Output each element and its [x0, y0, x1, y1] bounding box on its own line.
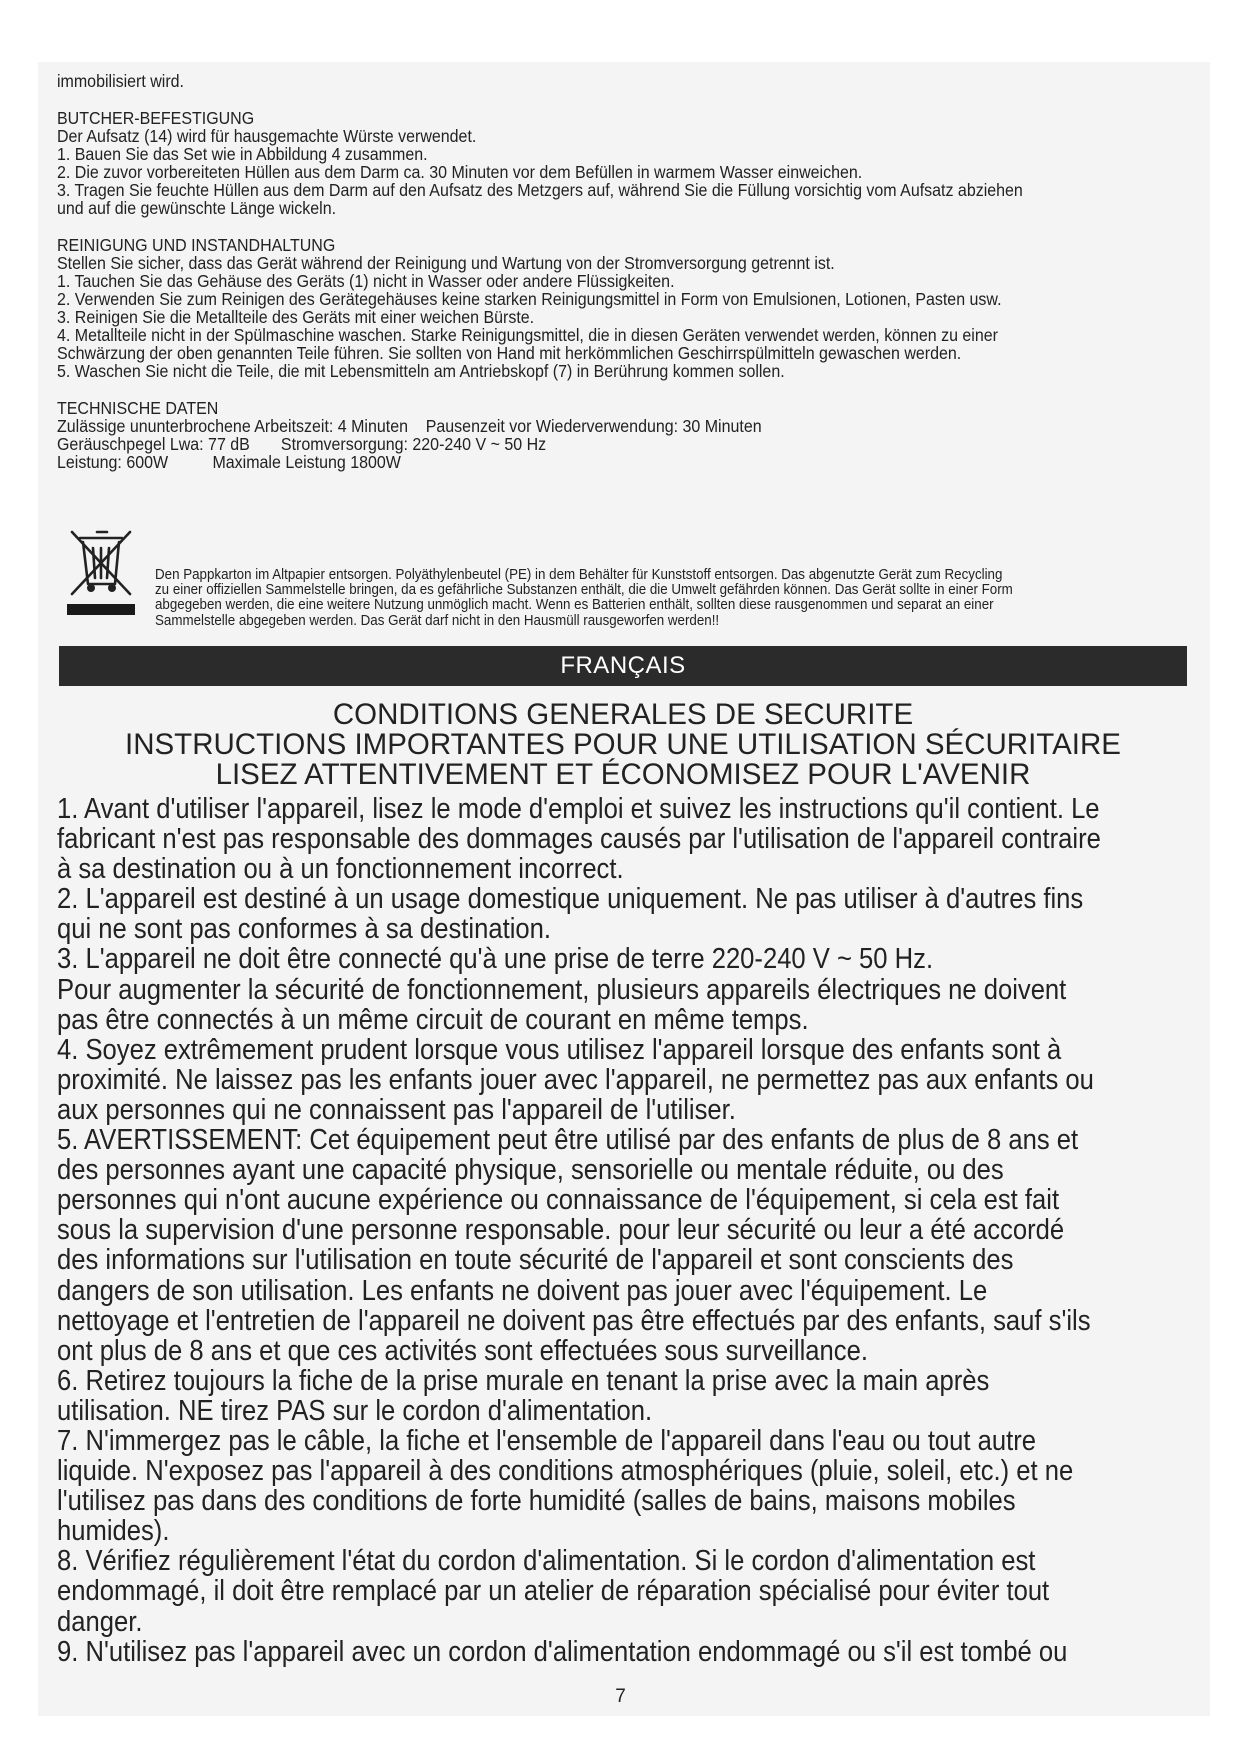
butcher-line: 1. Bauen Sie das Set wie in Abbildung 4 zusammen. [57, 144, 428, 164]
technical-heading: TECHNISCHE DATEN [57, 398, 219, 418]
instruction-line: utilisation. NE tirez PAS sur le cordon d'alimentation. [57, 1393, 653, 1426]
intro-tail: immobilisiert wird. [57, 71, 185, 91]
instruction-line: 9. N'utilisez pas l'appareil avec un cordon d'alimentation endommagé ou s'il est tombé ou [57, 1634, 1068, 1667]
cleaning-heading: REINIGUNG UND INSTANDHALTUNG [57, 235, 336, 255]
title-line: CONDITIONS GENERALES DE SECURITE [332, 698, 914, 731]
butcher-heading: BUTCHER-BEFESTIGUNG [57, 108, 255, 128]
cleaning-line: 4. Metallteile nicht in der Spülmaschine waschen. Starke Reinigungsmittel, die in diesen Geräten verwendet werden, können zu einer [57, 325, 998, 345]
instruction-line: 3. L'appareil ne doit être connecté qu'à une prise de terre 220-240 V ~ 50 Hz. [57, 942, 934, 975]
instruction-line: 7. N'immergez pas le câble, la fiche et l'ensemble de l'appareil dans l'eau ou tout autre [57, 1423, 1037, 1456]
instruction-line: des informations sur l'utilisation en toute sécurité de l'appareil et sont conscients des [57, 1243, 1014, 1276]
page-number: 7 [615, 1686, 626, 1707]
technical-line: Geräuschpegel Lwa: 77 dB Stromversorgung: 220-240 V ~ 50 Hz [57, 434, 547, 454]
instruction-line: qui ne sont pas conformes à sa destination. [57, 912, 551, 945]
instruction-line: endommagé, il doit être remplacé par un atelier de réparation spécialisé pour éviter tout [57, 1574, 1050, 1607]
butcher-line: 2. Die zuvor vorbereiteten Hüllen aus dem Darm ca. 30 Minuten vor dem Befüllen in warmem Wasser einweichen. [57, 162, 863, 182]
title-line: LISEZ ATTENTIVEMENT ET ÉCONOMISEZ POUR L'AVENIR [215, 758, 1031, 791]
french-instructions [57, 793, 1197, 1666]
instruction-line: Pour augmenter la sécurité de fonctionnement, plusieurs appareils électriques ne doivent [57, 972, 1067, 1005]
instruction-line: pas être connectés à un même circuit de courant en même temps. [57, 1002, 809, 1035]
instruction-line: aux personnes qui ne connaissent pas l'appareil de l'utiliser. [57, 1092, 736, 1125]
instruction-line: ont plus de 8 ans et que ces activités sont effectuées sous surveillance. [57, 1333, 868, 1366]
instruction-line: humides). [57, 1514, 170, 1547]
instruction-line: 8. Vérifiez régulièrement l'état du cordon d'alimentation. Si le cordon d'alimentation est [57, 1544, 1036, 1577]
cleaning-line: Stellen Sie sicher, dass das Gerät während der Reinigung und Wartung von der Stromversorgung getrennt ist. [57, 253, 835, 273]
technical-line: Leistung: 600W Maximale Leistung 1800W [57, 452, 401, 472]
cleaning-line: 5. Waschen Sie nicht die Teile, die mit Lebensmitteln am Antriebskopf (7) in Berührung kommen sollen. [57, 361, 785, 381]
instruction-line: 2. L'appareil est destiné à un usage domestique uniquement. Ne pas utiliser à d'autres fins [57, 882, 1084, 915]
instruction-line: liquide. N'exposez pas l'appareil à des conditions atmosphériques (pluie, soleil, etc.) et ne [57, 1454, 1074, 1487]
recycling-line: Den Pappkarton im Altpapier entsorgen. Polyäthylenbeutel (PE) in dem Behälter für Kunststoff entsorgen. Das abgenutzte Gerät zum Recycling [155, 567, 1003, 583]
instruction-line: l'utilisez pas dans des conditions de forte humidité (salles de bains, maisons mobiles [57, 1484, 1016, 1517]
title-line: INSTRUCTIONS IMPORTANTES POUR UNE UTILISATION SÉCURITAIRE [125, 728, 1121, 761]
instruction-line: dangers de son utilisation. Les enfants ne doivent pas jouer avec l'équipement. Le [57, 1273, 988, 1306]
french-titles [59, 700, 1187, 790]
cleaning-line: 1. Tauchen Sie das Gehäuse des Geräts (1) nicht in Wasser oder andere Flüssigkeiten. [57, 271, 675, 291]
instruction-line: 1. Avant d'utiliser l'appareil, lisez le mode d'emploi et suivez les instructions qu'il contient. Le [57, 792, 1100, 824]
instruction-line: 5. AVERTISSEMENT: Cet équipement peut être utilisé par des enfants de plus de 8 ans et [57, 1123, 1079, 1156]
language-banner: FRANÇAIS [59, 646, 1187, 686]
instruction-line: 6. Retirez toujours la fiche de la prise murale en tenant la prise avec la main après [57, 1363, 990, 1396]
instruction-line: des personnes ayant une capacité physique, sensorielle ou mentale réduite, ou des [57, 1153, 1004, 1186]
instruction-line: sous la supervision d'une personne responsable. pour leur sécurité ou leur a été accordé [57, 1213, 1065, 1246]
cleaning-line: 3. Reinigen Sie die Metallteile des Geräts mit einer weichen Bürste. [57, 307, 535, 327]
instruction-line: à sa destination ou à un fonctionnement incorrect. [57, 852, 624, 885]
recycling-line: Sammelstelle abgegeben werden. Das Gerät darf nicht in den Hausmüll rausgeworfen werden!! [155, 612, 720, 629]
cleaning-line: Schwärzung der oben genannten Teile führen. Sie sollten von Hand mit herkömmlichen Geschirrspülmitteln gewaschen werden. [57, 343, 962, 363]
recycling-line: abgegeben werden, die eine weitere Nutzung unmöglich macht. Wenn es Batterien enthält, sollten diese rausgenommen und separat an einer [155, 597, 994, 614]
butcher-line: 3. Tragen Sie feuchte Hüllen aus dem Darm auf den Aufsatz des Metzgers auf, während Sie die Füllung vorsichtig vom Aufsatz abziehen [57, 180, 1023, 200]
german-section [57, 72, 1173, 471]
recycling-notice [155, 568, 1216, 629]
butcher-line: Der Aufsatz (14) wird für hausgemachte Würste verwendet. [57, 126, 477, 146]
instruction-line: proximité. Ne laissez pas les enfants jouer avec l'appareil, ne permettez pas aux enfants ou [57, 1062, 1094, 1095]
instruction-line: fabricant n'est pas responsable des dommages causés par l'utilisation de l'appareil contraire [57, 822, 1101, 855]
instruction-line: danger. [57, 1604, 143, 1637]
technical-line: Zulässige ununterbrochene Arbeitszeit: 4 Minuten Pausenzeit vor Wiederverwendung: 30 Minuten [57, 416, 762, 436]
instruction-line: nettoyage et l'entretien de l'appareil ne doivent pas être effectués par des enfants, sauf s'ils [57, 1303, 1091, 1336]
instruction-line: personnes qui n'ont aucune expérience ou connaissance de l'équipement, si cela est fait [57, 1183, 1060, 1216]
butcher-line: und auf die gewünschte Länge wickeln. [57, 198, 337, 218]
crossed-out-wheelie-bin-icon [64, 526, 138, 618]
cleaning-line: 2. Verwenden Sie zum Reinigen des Gerätegehäuses keine starken Reinigungsmittel in Form von Emulsionen, Lotionen, Pasten usw. [57, 289, 1002, 309]
recycling-line: zu einer offiziellen Sammelstelle bringen, da es gefährliche Substanzen enthält, die die Umwelt gefährden können. Das Gerät sollte in einer Form [155, 582, 1013, 599]
instruction-line: 4. Soyez extrêmement prudent lorsque vous utilisez l'appareil lorsque des enfants sont à [57, 1032, 1062, 1065]
